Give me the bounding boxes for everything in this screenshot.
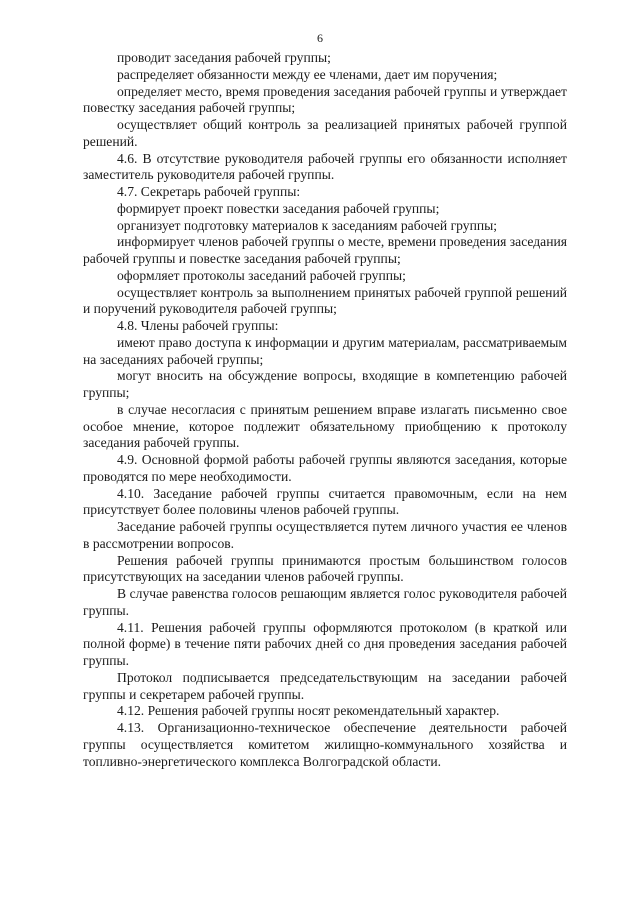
paragraph-4-10: 4.10. Заседание рабочей группы считается правомочным, если на нем присутствует более половины членов рабочей группы. bbox=[83, 485, 567, 518]
paragraph-chair-duty-3: определяет место, время проведения заседания рабочей группы и утверждает повестку заседания рабочей группы; bbox=[83, 83, 567, 116]
paragraph-chair-duty-2: распределяет обязанности между ее членами, дает им поручения; bbox=[117, 66, 498, 82]
paragraph-secretary-duty-4: оформляет протоколы заседаний рабочей группы; bbox=[117, 267, 406, 283]
paragraph-secretary-duty-2: организует подготовку материалов к заседаниям рабочей группы; bbox=[117, 217, 498, 233]
paragraph-4-13: 4.13. Организационно-техническое обеспечение деятельности рабочей группы осуществляется комитетом жилищно-коммунального хозяйства и топливно-энергетического комплекса Волгоградской области. bbox=[83, 720, 567, 769]
paragraph-4-10-tie: В случае равенства голосов решающим является голос руководителя рабочей группы. bbox=[83, 586, 567, 618]
paragraph-secretary-duty-3: информирует членов рабочей группы о месте, времени проведения заседания рабочей группы и повестке заседания рабочей группы; bbox=[83, 234, 567, 266]
document-body bbox=[83, 50, 567, 770]
paragraph-member-right-1: имеют право доступа к информации и другим материалам, рассматриваемым на заседаниях рабочей группы; bbox=[83, 334, 567, 367]
paragraph-secretary-duty-5: осуществляет контроль за выполнением принятых рабочей группой решений и поручений руководителя рабочей группы; bbox=[83, 284, 567, 317]
page-number: 6 bbox=[317, 31, 323, 45]
paragraph-4-9: 4.9. Основной формой работы рабочей группы являются заседания, которые проводятся по мере необходимости. bbox=[83, 452, 567, 484]
paragraph-4-10-majority: Решения рабочей группы принимаются простым большинством голосов присутствующих на заседании членов рабочей группы. bbox=[83, 552, 567, 585]
paragraph-4-6: 4.6. В отсутствие руководителя рабочей группы его обязанности исполняет заместитель руководителя рабочей группы. bbox=[83, 150, 567, 183]
paragraph-member-right-2: могут вносить на обсуждение вопросы, входящие в компетенцию рабочей группы; bbox=[83, 368, 567, 400]
paragraph-4-11-signature: Протокол подписывается председательствующим на заседании рабочей группы и секретарем рабочей группы. bbox=[83, 669, 567, 702]
paragraph-4-10-participation: Заседание рабочей группы осуществляется путем личного участия ее членов в рассмотрении вопросов. bbox=[83, 519, 567, 551]
paragraph-4-7: 4.7. Секретарь рабочей группы: bbox=[117, 184, 301, 199]
paragraph-chair-duty-1: проводит заседания рабочей группы; bbox=[117, 50, 331, 65]
paragraph-4-11: 4.11. Решения рабочей группы оформляются протоколом (в краткой или полной форме) в течение пяти рабочих дней со дня проведения заседания рабочей группы. bbox=[83, 619, 567, 668]
paragraph-member-right-3: в случае несогласия с принятым решением вправе излагать письменно свое особое мнение, которое подлежит обязательному приобщению к протоколу заседания рабочей группы. bbox=[83, 401, 567, 451]
paragraph-chair-duty-4: осуществляет общий контроль за реализацией принятых рабочей группой решений. bbox=[83, 117, 567, 149]
paragraph-secretary-duty-1: формирует проект повестки заседания рабочей группы; bbox=[117, 200, 440, 216]
paragraph-4-8: 4.8. Члены рабочей группы: bbox=[117, 318, 279, 333]
paragraph-4-12: 4.12. Решения рабочей группы носят рекомендательный характер. bbox=[117, 703, 500, 719]
